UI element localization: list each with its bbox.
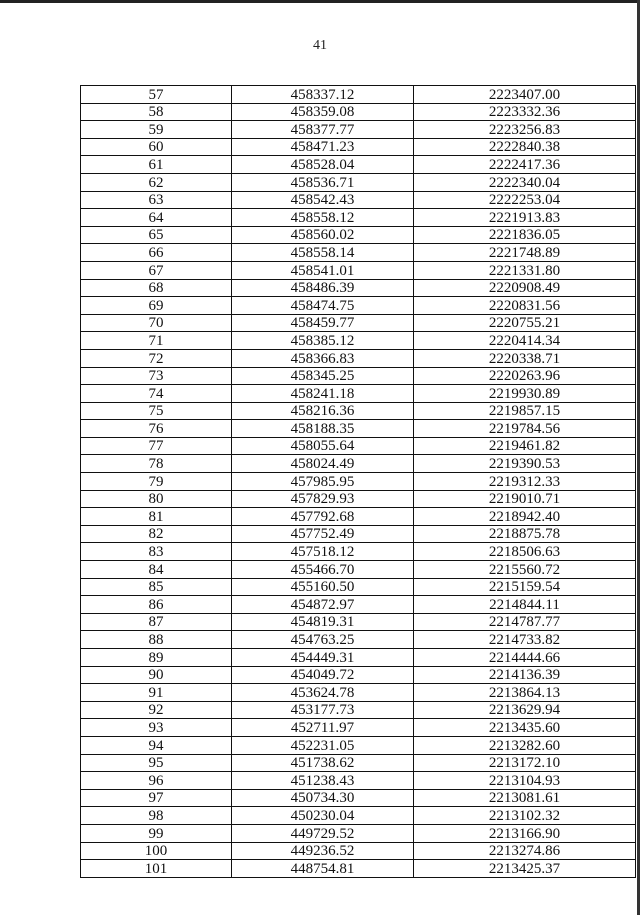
y-coordinate-cell: 2221913.83 — [414, 209, 636, 227]
table-row — [81, 701, 636, 719]
coordinates-table — [80, 85, 636, 878]
x-coordinate-cell: 457518.12 — [232, 543, 414, 561]
y-coordinate-cell: 2221331.80 — [414, 261, 636, 279]
y-coordinate-cell: 2213282.60 — [414, 736, 636, 754]
scan-edge-top — [0, 0, 640, 3]
x-coordinate-cell: 449236.52 — [232, 842, 414, 860]
point-number-cell: 79 — [81, 473, 232, 491]
point-number-cell: 69 — [81, 297, 232, 315]
y-coordinate-cell: 2219461.82 — [414, 437, 636, 455]
x-coordinate-cell: 458337.12 — [232, 86, 414, 104]
y-coordinate-cell: 2213864.13 — [414, 684, 636, 702]
table-row — [81, 613, 636, 631]
y-coordinate-cell: 2222253.04 — [414, 191, 636, 209]
y-coordinate-cell: 2222417.36 — [414, 156, 636, 174]
y-coordinate-cell: 2220263.96 — [414, 367, 636, 385]
y-coordinate-cell: 2213104.93 — [414, 772, 636, 790]
table-row — [81, 209, 636, 227]
y-coordinate-cell: 2220414.34 — [414, 332, 636, 350]
x-coordinate-cell: 451738.62 — [232, 754, 414, 772]
x-coordinate-cell: 458474.75 — [232, 297, 414, 315]
y-coordinate-cell: 2213102.32 — [414, 807, 636, 825]
point-number-cell: 65 — [81, 226, 232, 244]
x-coordinate-cell: 458558.12 — [232, 209, 414, 227]
point-number-cell: 89 — [81, 649, 232, 667]
table-row — [81, 367, 636, 385]
point-number-cell: 74 — [81, 385, 232, 403]
table-row — [81, 578, 636, 596]
y-coordinate-cell: 2220755.21 — [414, 314, 636, 332]
point-number-cell: 87 — [81, 613, 232, 631]
table-row — [81, 103, 636, 121]
y-coordinate-cell: 2222840.38 — [414, 138, 636, 156]
y-coordinate-cell: 2218942.40 — [414, 508, 636, 526]
x-coordinate-cell: 454763.25 — [232, 631, 414, 649]
point-number-cell: 57 — [81, 86, 232, 104]
table-row — [81, 824, 636, 842]
x-coordinate-cell: 457829.93 — [232, 490, 414, 508]
x-coordinate-cell: 458216.36 — [232, 402, 414, 420]
y-coordinate-cell: 2221748.89 — [414, 244, 636, 262]
x-coordinate-cell: 453177.73 — [232, 701, 414, 719]
point-number-cell: 92 — [81, 701, 232, 719]
point-number-cell: 68 — [81, 279, 232, 297]
point-number-cell: 71 — [81, 332, 232, 350]
x-coordinate-cell: 457752.49 — [232, 525, 414, 543]
y-coordinate-cell: 2220831.56 — [414, 297, 636, 315]
point-number-cell: 61 — [81, 156, 232, 174]
point-number-cell: 63 — [81, 191, 232, 209]
y-coordinate-cell: 2214787.77 — [414, 613, 636, 631]
y-coordinate-cell: 2213081.61 — [414, 789, 636, 807]
y-coordinate-cell: 2218875.78 — [414, 525, 636, 543]
table-row — [81, 525, 636, 543]
point-number-cell: 80 — [81, 490, 232, 508]
table-row — [81, 473, 636, 491]
y-coordinate-cell: 2219010.71 — [414, 490, 636, 508]
x-coordinate-cell: 458385.12 — [232, 332, 414, 350]
table-row — [81, 191, 636, 209]
page-number: 41 — [313, 38, 327, 53]
y-coordinate-cell: 2214844.11 — [414, 596, 636, 614]
y-coordinate-cell: 2219312.33 — [414, 473, 636, 491]
x-coordinate-cell: 458536.71 — [232, 173, 414, 191]
x-coordinate-cell: 455466.70 — [232, 561, 414, 579]
table-row — [81, 121, 636, 139]
y-coordinate-cell: 2213425.37 — [414, 860, 636, 878]
x-coordinate-cell: 458486.39 — [232, 279, 414, 297]
point-number-cell: 96 — [81, 772, 232, 790]
y-coordinate-cell: 2213274.86 — [414, 842, 636, 860]
y-coordinate-cell: 2213629.94 — [414, 701, 636, 719]
x-coordinate-cell: 458377.77 — [232, 121, 414, 139]
table-row — [81, 385, 636, 403]
x-coordinate-cell: 458471.23 — [232, 138, 414, 156]
point-number-cell: 64 — [81, 209, 232, 227]
point-number-cell: 98 — [81, 807, 232, 825]
x-coordinate-cell: 450230.04 — [232, 807, 414, 825]
x-coordinate-cell: 448754.81 — [232, 860, 414, 878]
table-row — [81, 402, 636, 420]
table-row — [81, 719, 636, 737]
table-row — [81, 420, 636, 438]
y-coordinate-cell: 2219930.89 — [414, 385, 636, 403]
point-number-cell: 86 — [81, 596, 232, 614]
table-row — [81, 244, 636, 262]
table-row — [81, 649, 636, 667]
x-coordinate-cell: 452711.97 — [232, 719, 414, 737]
point-number-cell: 76 — [81, 420, 232, 438]
table-row — [81, 754, 636, 772]
x-coordinate-cell: 458188.35 — [232, 420, 414, 438]
x-coordinate-cell: 458560.02 — [232, 226, 414, 244]
x-coordinate-cell: 458024.49 — [232, 455, 414, 473]
point-number-cell: 94 — [81, 736, 232, 754]
point-number-cell: 90 — [81, 666, 232, 684]
table-row — [81, 666, 636, 684]
point-number-cell: 97 — [81, 789, 232, 807]
x-coordinate-cell: 451238.43 — [232, 772, 414, 790]
x-coordinate-cell: 454049.72 — [232, 666, 414, 684]
y-coordinate-cell: 2221836.05 — [414, 226, 636, 244]
x-coordinate-cell: 454819.31 — [232, 613, 414, 631]
point-number-cell: 58 — [81, 103, 232, 121]
point-number-cell: 67 — [81, 261, 232, 279]
table-row — [81, 349, 636, 367]
y-coordinate-cell: 2222340.04 — [414, 173, 636, 191]
x-coordinate-cell: 453624.78 — [232, 684, 414, 702]
table-row — [81, 297, 636, 315]
point-number-cell: 60 — [81, 138, 232, 156]
point-number-cell: 78 — [81, 455, 232, 473]
table-row — [81, 490, 636, 508]
x-coordinate-cell: 455160.50 — [232, 578, 414, 596]
coordinates-table-body — [81, 86, 636, 878]
y-coordinate-cell: 2213166.90 — [414, 824, 636, 842]
y-coordinate-cell: 2215159.54 — [414, 578, 636, 596]
table-row — [81, 138, 636, 156]
point-number-cell: 73 — [81, 367, 232, 385]
table-row — [81, 860, 636, 878]
x-coordinate-cell: 449729.52 — [232, 824, 414, 842]
point-number-cell: 91 — [81, 684, 232, 702]
x-coordinate-cell: 458366.83 — [232, 349, 414, 367]
point-number-cell: 83 — [81, 543, 232, 561]
table-row — [81, 455, 636, 473]
x-coordinate-cell: 458241.18 — [232, 385, 414, 403]
x-coordinate-cell: 458345.25 — [232, 367, 414, 385]
point-number-cell: 72 — [81, 349, 232, 367]
table-row — [81, 261, 636, 279]
point-number-cell: 66 — [81, 244, 232, 262]
y-coordinate-cell: 2213172.10 — [414, 754, 636, 772]
table-row — [81, 561, 636, 579]
point-number-cell: 93 — [81, 719, 232, 737]
y-coordinate-cell: 2223407.00 — [414, 86, 636, 104]
x-coordinate-cell: 454449.31 — [232, 649, 414, 667]
point-number-cell: 82 — [81, 525, 232, 543]
table-row — [81, 631, 636, 649]
point-number-cell: 75 — [81, 402, 232, 420]
point-number-cell: 85 — [81, 578, 232, 596]
table-row — [81, 842, 636, 860]
x-coordinate-cell: 458528.04 — [232, 156, 414, 174]
x-coordinate-cell: 450734.30 — [232, 789, 414, 807]
x-coordinate-cell: 457792.68 — [232, 508, 414, 526]
table-row — [81, 807, 636, 825]
point-number-cell: 95 — [81, 754, 232, 772]
table-row — [81, 543, 636, 561]
y-coordinate-cell: 2219390.53 — [414, 455, 636, 473]
y-coordinate-cell: 2223332.36 — [414, 103, 636, 121]
table-row — [81, 279, 636, 297]
table-row — [81, 156, 636, 174]
point-number-cell: 70 — [81, 314, 232, 332]
y-coordinate-cell: 2214444.66 — [414, 649, 636, 667]
table-row — [81, 736, 636, 754]
point-number-cell: 59 — [81, 121, 232, 139]
point-number-cell: 62 — [81, 173, 232, 191]
point-number-cell: 99 — [81, 824, 232, 842]
y-coordinate-cell: 2215560.72 — [414, 561, 636, 579]
x-coordinate-cell: 458359.08 — [232, 103, 414, 121]
x-coordinate-cell: 458055.64 — [232, 437, 414, 455]
point-number-cell: 88 — [81, 631, 232, 649]
table-row — [81, 437, 636, 455]
y-coordinate-cell: 2214136.39 — [414, 666, 636, 684]
table-row — [81, 772, 636, 790]
y-coordinate-cell: 2214733.82 — [414, 631, 636, 649]
table-row — [81, 684, 636, 702]
x-coordinate-cell: 452231.05 — [232, 736, 414, 754]
table-row — [81, 332, 636, 350]
point-number-cell: 84 — [81, 561, 232, 579]
x-coordinate-cell: 457985.95 — [232, 473, 414, 491]
x-coordinate-cell: 458558.14 — [232, 244, 414, 262]
point-number-cell: 81 — [81, 508, 232, 526]
table-row — [81, 789, 636, 807]
point-number-cell: 77 — [81, 437, 232, 455]
y-coordinate-cell: 2219784.56 — [414, 420, 636, 438]
table-row — [81, 173, 636, 191]
table-row — [81, 86, 636, 104]
table-row — [81, 508, 636, 526]
x-coordinate-cell: 458459.77 — [232, 314, 414, 332]
y-coordinate-cell: 2220338.71 — [414, 349, 636, 367]
table-row — [81, 226, 636, 244]
y-coordinate-cell: 2218506.63 — [414, 543, 636, 561]
table-row — [81, 314, 636, 332]
x-coordinate-cell: 458541.01 — [232, 261, 414, 279]
x-coordinate-cell: 458542.43 — [232, 191, 414, 209]
y-coordinate-cell: 2213435.60 — [414, 719, 636, 737]
y-coordinate-cell: 2219857.15 — [414, 402, 636, 420]
table-row — [81, 596, 636, 614]
x-coordinate-cell: 454872.97 — [232, 596, 414, 614]
y-coordinate-cell: 2220908.49 — [414, 279, 636, 297]
point-number-cell: 100 — [81, 842, 232, 860]
point-number-cell: 101 — [81, 860, 232, 878]
y-coordinate-cell: 2223256.83 — [414, 121, 636, 139]
